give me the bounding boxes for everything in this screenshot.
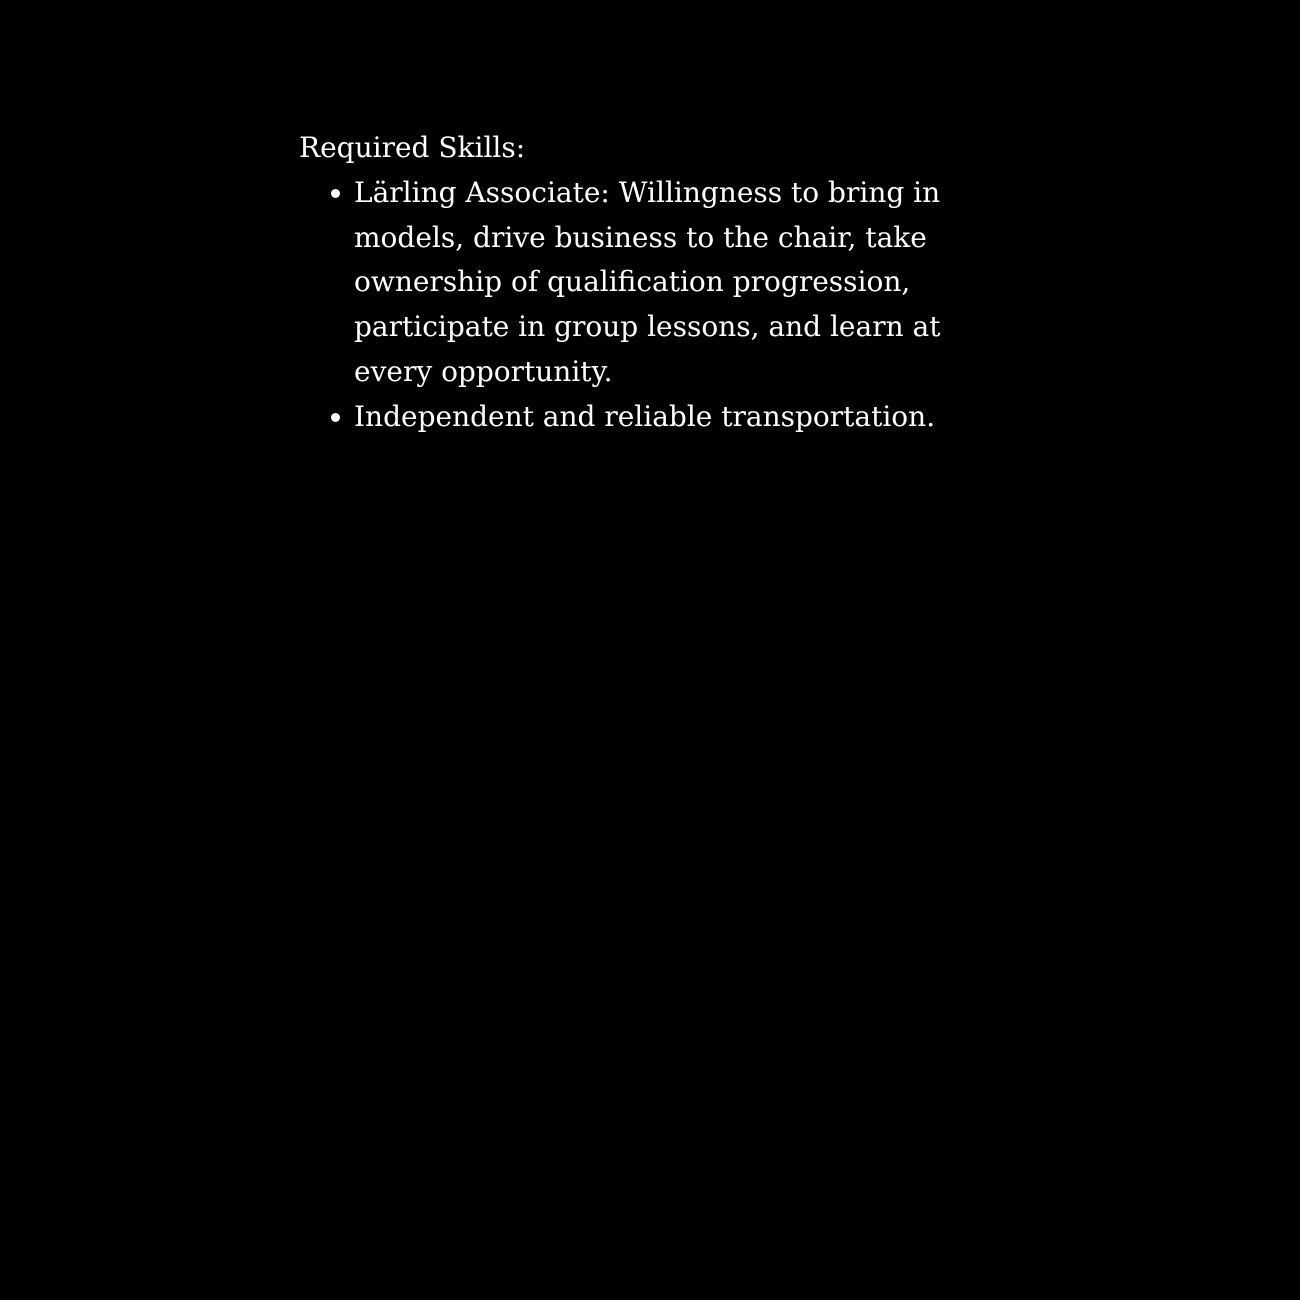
section-heading: Required Skills: [299, 131, 526, 164]
skills-list [299, 171, 1019, 439]
list-item-text: Independent and reliable transportation. [354, 399, 936, 433]
list-item-text: Lärling Associate: Willingness to bring in models, drive business to the chair, take ownership of qualification progression, participate in group lessons, and learn at every opportunity. [354, 176, 941, 388]
list-item [354, 395, 1019, 440]
bullet-icon [331, 189, 340, 198]
list-item [354, 171, 1019, 395]
required-skills-section [299, 126, 1019, 439]
bullet-icon [331, 413, 340, 422]
